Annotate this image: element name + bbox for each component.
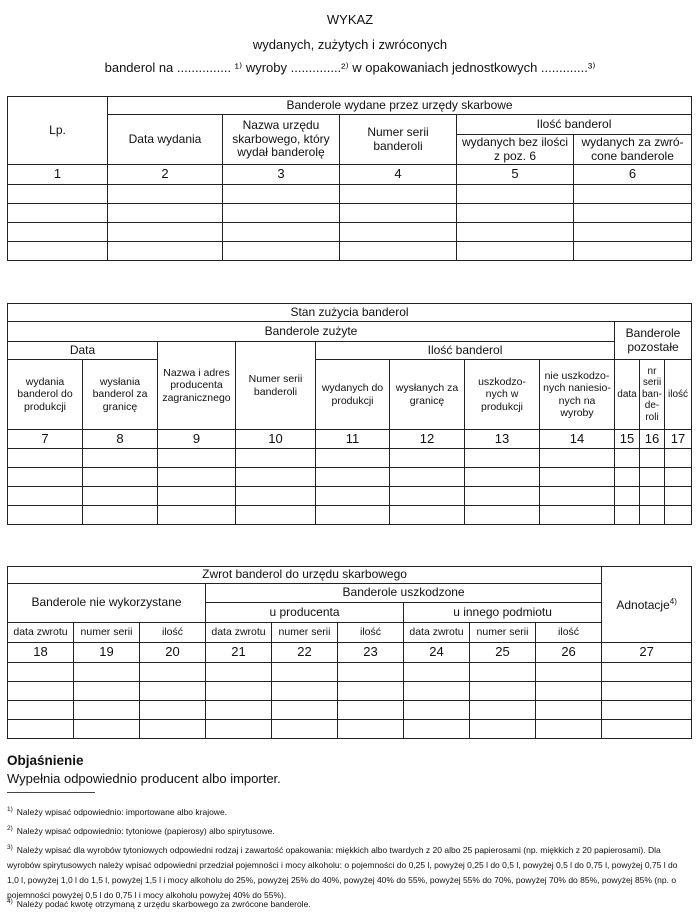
table-row[interactable]: [8, 487, 692, 506]
col-number: 23: [338, 643, 404, 663]
col-number: 18: [8, 643, 74, 663]
col-number: 20: [140, 643, 206, 663]
form-line: banderol na ............... ¹⁾ wyroby ..............²⁾ w opakowaniach jednostkowych .............³⁾: [104, 60, 596, 75]
table-banderole-wydane: [7, 96, 692, 261]
col-number: 19: [74, 643, 140, 663]
table-row[interactable]: [8, 185, 692, 204]
table2-title: Stan zużycia banderol: [8, 304, 692, 322]
table-row[interactable]: [8, 242, 692, 261]
header-u-producenta: u producenta: [206, 603, 404, 623]
header-numer-serii: numer serii: [272, 623, 338, 643]
header-uszkodzonych: uszkodzo-nych w produkcji: [465, 360, 540, 430]
col-number: 17: [665, 430, 692, 449]
table-row[interactable]: [8, 720, 692, 739]
col-number: 6: [574, 165, 692, 185]
table-stan-zuzycia: [7, 303, 692, 525]
col-number: 11: [316, 430, 390, 449]
footnote-2: $^{2)}$ Należy wpisać odpowiednio: tytoniowe (papierosy) albo spirytusowe.: [7, 825, 275, 836]
header-nazwa-urzedu: Nazwa urzędu skarbowego, który wydał banderolę: [223, 115, 340, 165]
header-nie-wykorzystane: Banderole nie wykorzystane: [8, 584, 206, 623]
col-number: 3: [223, 165, 340, 185]
header-adnotacje: Adnotacje$^{4)}$: [602, 567, 692, 643]
table-row[interactable]: [8, 682, 692, 701]
header-p-ilosc: ilość: [665, 360, 692, 430]
header-numer-serii: numer serii: [470, 623, 536, 643]
col-number: 5: [457, 165, 574, 185]
header-data-zwrotu: data zwrotu: [206, 623, 272, 643]
header-numer-serii: numer serii: [74, 623, 140, 643]
header-ilosc-b: wydanych za zwró-cone banderole: [574, 135, 692, 165]
header-wyslanych: wysłanych za granicę: [390, 360, 465, 430]
col-number: 12: [390, 430, 465, 449]
objasnienie-text: Wypełnia odpowiednio producent albo importer.: [7, 771, 281, 786]
col-number: 7: [8, 430, 83, 449]
footnote-4: $^{4)}$ Należy podać kwotę otrzymaną z urzędu skarbowego za zwrócone banderole.: [7, 898, 311, 909]
header-pozostale: Banderole pozostałe: [615, 322, 692, 360]
header-data-zwrotu: data zwrotu: [404, 623, 470, 643]
col-number: 14: [540, 430, 615, 449]
col-number: 24: [404, 643, 470, 663]
header-data: Data: [8, 342, 158, 360]
header-numer-serii: Numer serii banderoli: [340, 115, 457, 165]
table3-title: Zwrot banderol do urzędu skarbowego: [8, 567, 602, 584]
header-group: Banderole wydane przez urzędy skarbowe: [108, 97, 692, 115]
form-subtitle: wydanych, zużytych i zwróconych: [252, 37, 448, 52]
header-nazwa-producenta: Nazwa i adres producenta zagranicznego: [158, 342, 236, 430]
table-zwrot-banderol: [7, 566, 692, 739]
col-number: 10: [236, 430, 316, 449]
footnote-3: $^{3)}$ Należy wpisać dla wyrobów tytoniowych odpowiedni rodzaj i zawartość opakowania: miękkich albo twardych z 20 albo 25 papierosami (np. miękkich z 20 papierosami). Dla wyrobów spirytusowych należy wpisać odpowiedni przedział pojemności i mocy alkoholu: o pojemności do 0,25 l, powyżej 0,25 l do 0,5 l, powyżej 0,5 l do 0,75 l, powyżej 0,75 l do 1,0 l, powyżej 1,0 l do 1,5 l, powyżej 1,5 l i mocy alkoholu do 25%, powyżej 25% do 40%, powyżej 40% do 55%, powyżej 55% do 70%, powyżej 70% do 85%, powyżej 85% (np. o pojemności powyżej 0,5 l do 0,75 l i mocy alkoholu powyżej 40% do 55%).: [7, 844, 678, 900]
col-number: 1: [8, 165, 108, 185]
table-row[interactable]: [8, 468, 692, 487]
header-ilosc: ilość: [536, 623, 602, 643]
col-number: 4: [340, 165, 457, 185]
header-lp: Lp.: [8, 97, 108, 165]
table-row[interactable]: [8, 663, 692, 682]
col-number: 8: [83, 430, 158, 449]
header-ilosc-banderol: Ilość banderol: [316, 342, 615, 360]
table-row[interactable]: [8, 701, 692, 720]
objasnienie-title: Objaśnienie: [7, 753, 84, 768]
col-number: 9: [158, 430, 236, 449]
header-u-innego: u innego podmiotu: [404, 603, 602, 623]
header-zuzyte: Banderole zużyte: [8, 322, 615, 342]
header-wydanych: wydanych do produkcji: [316, 360, 390, 430]
header-ilosc: ilość: [140, 623, 206, 643]
header-ilosc: ilość: [338, 623, 404, 643]
footnote-divider: [7, 792, 95, 793]
table-row[interactable]: [8, 223, 692, 242]
header-p-nr: nr serii ban-de-roli: [640, 360, 665, 430]
table-row[interactable]: [8, 506, 692, 525]
header-nieuszkodzonych: nie uszkodzo-nych naniesio-nych na wyroby: [540, 360, 615, 430]
col-number: 15: [615, 430, 640, 449]
header-ilosc-a: wydanych bez ilości z poz. 6: [457, 135, 574, 165]
header-uszkodzone: Banderole uszkodzone: [206, 584, 602, 603]
header-wyslania: wysłania banderol za granicę: [83, 360, 158, 430]
col-number: 16: [640, 430, 665, 449]
col-number: 21: [206, 643, 272, 663]
col-number: 2: [108, 165, 223, 185]
col-number: 22: [272, 643, 338, 663]
footnote-1: $^{1)}$ Należy wpisać odpowiednio: importowane albo krajowe.: [7, 806, 228, 817]
table-row[interactable]: [8, 204, 692, 223]
header-numer-serii: Numer serii banderoli: [236, 342, 316, 430]
col-number: 27: [602, 643, 692, 663]
header-data-wydania: Data wydania: [108, 115, 223, 165]
header-data-zwrotu: data zwrotu: [8, 623, 74, 643]
table-row[interactable]: [8, 449, 692, 468]
header-ilosc-banderol: Ilość banderol: [457, 115, 692, 135]
form-title: WYKAZ: [326, 12, 374, 27]
col-number: 25: [470, 643, 536, 663]
col-number: 26: [536, 643, 602, 663]
col-number: 13: [465, 430, 540, 449]
header-wydania: wydania banderol do produkcji: [8, 360, 83, 430]
header-p-data: data: [615, 360, 640, 430]
